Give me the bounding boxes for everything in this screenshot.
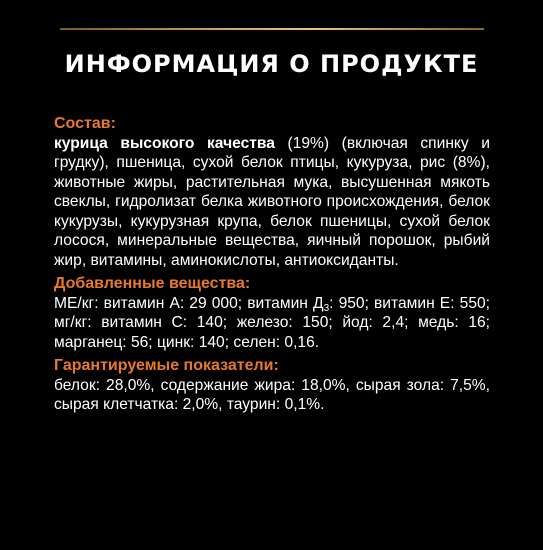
composition-text (54, 134, 490, 271)
guaranteed-text: белок: 28,0%, содержание жира: 18,0%, сырая зола: 7,5%, сырая клетчатка: 2,0%, таурин: 0,1%. (54, 376, 490, 413)
composition-body: (19%) (включая спинку и грудку), пшеница, сухой белок птицы, кукуруза, рис (8%), животные жиры, растительная мука, высушенная мякоть свеклы, гидролизат белка животного происхождения, белок кукурузы, кукурузная крупа, белок пшеницы, сухой белок лосося, минеральные вещества, яичный порошок, рыбий жир, витамины, аминокислоты, антиоксиданты. (54, 134, 490, 269)
product-info-content (54, 114, 490, 415)
gold-divider (60, 28, 484, 30)
composition-heading: Состав: (54, 115, 116, 132)
additives-text (54, 294, 490, 353)
additives-body-end: : 950; витамин Е: 550; мг/кг: витамин С: 140; железо: 150; йод: 2,4; медь: 16; марганец: 56; цинк: 140; селен: 0,16. (54, 294, 490, 351)
additives-body-start: МЕ/кг: витамин А: 29 000; витамин Д (54, 294, 324, 312)
additives-subscript: 3 (323, 302, 330, 314)
composition-highlight: курица высокого качества (54, 134, 275, 152)
guaranteed-heading: Гарантируемые показатели: (54, 357, 279, 374)
additives-heading: Добавленные вещества: (54, 275, 251, 292)
page-title: ИНФОРМАЦИЯ О ПРОДУКТЕ (64, 50, 479, 78)
